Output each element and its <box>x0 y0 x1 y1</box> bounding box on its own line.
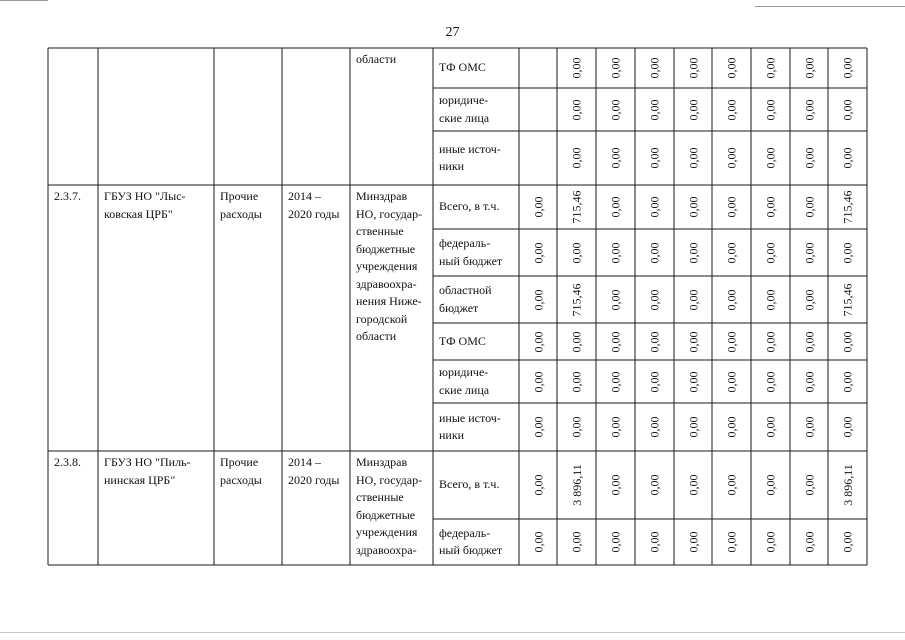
amount-value: 0,00 <box>608 289 623 310</box>
amount-cell <box>645 475 665 495</box>
funding-source-label: ТФ ОМС <box>439 333 486 348</box>
amount-cell <box>683 417 703 437</box>
amount-cell <box>761 197 781 217</box>
amount-cell <box>683 243 703 263</box>
amount-cell <box>606 290 626 310</box>
amount-value: 0,00 <box>802 289 816 310</box>
amount-cell <box>683 58 703 78</box>
scan-line-bottom <box>0 632 905 633</box>
amount-value: 0,00 <box>840 57 855 79</box>
amount-cell <box>645 148 665 168</box>
amount-cell <box>528 290 548 310</box>
amount-cell <box>606 332 626 352</box>
executor-cell: Минздрав НО, государ- ственные бюджетные учреждения здравоохра- нения Ниже- городской области <box>356 189 423 343</box>
amount-value: 0,00 <box>531 416 545 438</box>
amount-cell <box>761 332 781 352</box>
amount-value: 0,00 <box>724 289 739 310</box>
amount-value: 0,00 <box>608 531 623 553</box>
amount-cell <box>722 475 742 495</box>
period-cell: 2014 – 2020 годы <box>288 189 340 221</box>
amount-value: 0,00 <box>569 331 584 352</box>
amount-value: 0,00 <box>763 474 778 496</box>
amount-cell <box>799 100 819 120</box>
amount-value: 0,00 <box>686 242 700 263</box>
amount-cell <box>606 417 626 437</box>
amount-cell <box>567 148 587 168</box>
amount-cell <box>528 197 548 217</box>
amount-value: 3 896,11 <box>569 464 584 506</box>
amount-cell <box>528 532 548 552</box>
amount-cell <box>761 148 781 168</box>
amount-cell <box>528 475 548 495</box>
amount-value: 715,46 <box>840 190 855 224</box>
amount-value: 0,00 <box>724 147 739 169</box>
executor-cell: Минздрав НО, государ- ственные бюджетные учреждения здравоохра- <box>356 455 423 557</box>
amount-value: 0,00 <box>647 196 662 218</box>
amount-value: 0,00 <box>531 331 545 352</box>
amount-cell <box>761 243 781 263</box>
amount-cell <box>761 58 781 78</box>
period-cell: 2014 – 2020 годы <box>288 455 340 487</box>
amount-cell <box>645 532 665 552</box>
amount-cell <box>838 417 858 437</box>
amount-cell <box>722 243 742 263</box>
amount-cell <box>567 58 587 78</box>
amount-value: 0,00 <box>608 371 623 392</box>
amount-cell <box>799 532 819 552</box>
amount-value: 0,00 <box>569 371 584 392</box>
amount-cell <box>722 532 742 552</box>
amount-cell <box>606 243 626 263</box>
amount-cell <box>683 532 703 552</box>
amount-value: 0,00 <box>802 57 816 79</box>
amount-cell <box>838 372 858 392</box>
amount-cell <box>528 243 548 263</box>
funding-source-label: федераль- ный бюджет <box>439 525 503 557</box>
amount-value: 0,00 <box>647 371 662 392</box>
amount-cell <box>683 372 703 392</box>
amount-cell <box>645 417 665 437</box>
amount-cell <box>683 332 703 352</box>
amount-value: 0,00 <box>569 147 584 169</box>
amount-value: 0,00 <box>763 99 778 120</box>
amount-cell <box>838 190 858 224</box>
funding-source-label: Всего, в т.ч. <box>439 477 500 492</box>
amount-value: 0,00 <box>763 289 778 310</box>
amount-value: 0,00 <box>763 416 778 438</box>
amount-cell <box>528 372 548 392</box>
amount-value: 0,00 <box>608 196 623 218</box>
amount-value: 0,00 <box>531 289 545 310</box>
funding-source-label: Всего, в т.ч. <box>439 199 500 214</box>
amount-cell <box>722 332 742 352</box>
amount-value: 0,00 <box>802 242 816 263</box>
funding-source-label: областной бюджет <box>439 283 492 315</box>
amount-value: 0,00 <box>608 416 623 438</box>
amount-cell <box>567 417 587 437</box>
amount-cell <box>838 332 858 352</box>
amount-value: 0,00 <box>840 331 855 352</box>
amount-value: 0,00 <box>686 196 700 218</box>
amount-cell <box>567 283 587 316</box>
amount-cell <box>606 475 626 495</box>
amount-cell <box>838 100 858 120</box>
amount-cell <box>606 148 626 168</box>
amount-value: 0,00 <box>686 474 700 496</box>
amount-cell <box>838 532 858 552</box>
amount-cell <box>838 464 858 506</box>
amount-value: 0,00 <box>763 371 778 392</box>
amount-value: 0,00 <box>840 99 855 120</box>
amount-cell <box>799 58 819 78</box>
amount-cell <box>645 197 665 217</box>
amount-cell <box>645 58 665 78</box>
amount-cell <box>799 417 819 437</box>
amount-value: 0,00 <box>840 531 855 553</box>
amount-cell <box>567 372 587 392</box>
amount-cell <box>645 243 665 263</box>
amount-value: 3 896,11 <box>840 464 855 506</box>
amount-value: 0,00 <box>608 474 623 496</box>
amount-value: 0,00 <box>763 331 778 352</box>
amount-value: 0,00 <box>686 416 700 438</box>
amount-value: 715,46 <box>840 283 855 316</box>
amount-value: 0,00 <box>569 531 584 553</box>
amount-value: 0,00 <box>724 57 739 79</box>
amount-value: 0,00 <box>724 242 739 263</box>
amount-value: 0,00 <box>531 474 545 496</box>
amount-cell <box>645 100 665 120</box>
amount-cell <box>528 332 548 352</box>
amount-cell <box>606 58 626 78</box>
amount-cell <box>761 475 781 495</box>
amount-value: 0,00 <box>686 371 700 392</box>
amount-value: 0,00 <box>724 196 739 218</box>
scan-line-top-right <box>755 6 905 7</box>
amount-value: 0,00 <box>608 147 623 169</box>
amount-cell <box>799 290 819 310</box>
amount-value: 0,00 <box>531 196 545 218</box>
amount-value: 0,00 <box>763 147 778 169</box>
amount-cell <box>645 332 665 352</box>
amount-value: 0,00 <box>840 242 855 263</box>
amount-value: 0,00 <box>647 147 662 169</box>
amount-cell <box>761 532 781 552</box>
amount-cell <box>838 148 858 168</box>
funding-source-label: юридиче- ские лица <box>439 365 490 397</box>
amount-value: 0,00 <box>608 99 623 120</box>
amount-value: 0,00 <box>840 371 855 392</box>
amount-value: 0,00 <box>840 416 855 438</box>
amount-value: 0,00 <box>724 474 739 496</box>
funding-source-label: иные источ- ники <box>439 410 501 442</box>
amount-cell <box>683 100 703 120</box>
amount-cell <box>761 417 781 437</box>
amount-cell <box>838 58 858 78</box>
amount-value: 0,00 <box>608 57 623 79</box>
amount-value: 0,00 <box>531 531 545 553</box>
amount-value: 0,00 <box>802 416 816 438</box>
amount-value: 0,00 <box>686 147 700 169</box>
amount-value: 0,00 <box>608 331 623 352</box>
amount-value: 0,00 <box>569 416 584 438</box>
institution-name-cell: ГБУЗ НО "Пиль- нинская ЦРБ" <box>104 455 191 487</box>
amount-value: 0,00 <box>763 57 778 79</box>
amount-cell <box>683 475 703 495</box>
amount-value: 0,00 <box>531 242 545 263</box>
amount-cell <box>567 332 587 352</box>
amount-value: 0,00 <box>724 416 739 438</box>
amount-cell <box>606 100 626 120</box>
amount-value: 0,00 <box>647 242 662 263</box>
amount-cell <box>606 372 626 392</box>
amount-value: 715,46 <box>569 190 584 224</box>
executor-cell: области <box>356 52 397 66</box>
amount-value: 0,00 <box>802 331 816 352</box>
page-number: 27 <box>445 25 460 40</box>
amount-cell <box>722 290 742 310</box>
item-number-cell: 2.3.7. <box>54 189 81 203</box>
amount-value: 0,00 <box>647 416 662 438</box>
amount-cell <box>799 197 819 217</box>
amount-cell <box>761 290 781 310</box>
amount-value: 0,00 <box>802 474 816 496</box>
amount-value: 0,00 <box>647 289 662 310</box>
amount-value: 0,00 <box>763 531 778 553</box>
amount-cell <box>722 100 742 120</box>
amount-cell <box>528 417 548 437</box>
amount-value: 0,00 <box>724 331 739 352</box>
amount-cell <box>645 290 665 310</box>
expense-type-cell: Прочие расходы <box>220 189 262 221</box>
amount-cell <box>722 372 742 392</box>
amount-value: 0,00 <box>686 99 700 120</box>
amount-value: 0,00 <box>686 331 700 352</box>
amount-cell <box>645 372 665 392</box>
amount-cell <box>567 532 587 552</box>
amount-value: 0,00 <box>647 531 662 553</box>
amount-cell <box>567 464 587 506</box>
amount-value: 0,00 <box>802 99 816 120</box>
amount-value: 0,00 <box>763 242 778 263</box>
amount-value: 0,00 <box>686 57 700 79</box>
amount-value: 0,00 <box>724 371 739 392</box>
amount-value: 0,00 <box>840 147 855 169</box>
amount-value: 0,00 <box>647 474 662 496</box>
amount-cell <box>722 58 742 78</box>
amount-value: 0,00 <box>802 196 816 218</box>
amount-value: 0,00 <box>802 147 816 169</box>
amount-value: 0,00 <box>802 531 816 553</box>
institution-name-cell: ГБУЗ НО "Лыс- ковская ЦРБ" <box>104 189 186 221</box>
amount-value: 0,00 <box>763 196 778 218</box>
amount-cell <box>799 332 819 352</box>
amount-value: 0,00 <box>686 289 700 310</box>
amount-value: 0,00 <box>647 99 662 120</box>
amount-cell <box>606 532 626 552</box>
amount-cell <box>722 148 742 168</box>
funding-source-label: юридиче- ские лица <box>439 93 490 125</box>
amount-value: 715,46 <box>569 283 584 316</box>
amount-cell <box>567 190 587 224</box>
amount-cell <box>799 148 819 168</box>
amount-value: 0,00 <box>647 57 662 79</box>
amount-value: 0,00 <box>724 99 739 120</box>
item-number-cell: 2.3.8. <box>54 455 81 469</box>
amount-value: 0,00 <box>647 331 662 352</box>
funding-source-label: иные источ- ники <box>439 141 501 173</box>
amount-cell <box>722 197 742 217</box>
amount-value: 0,00 <box>569 242 584 263</box>
amount-cell <box>567 243 587 263</box>
amount-cell <box>567 100 587 120</box>
amount-cell <box>683 290 703 310</box>
amount-cell <box>683 148 703 168</box>
scan-line-top-left <box>0 0 48 1</box>
amount-cell <box>722 417 742 437</box>
amount-value: 0,00 <box>569 99 584 120</box>
amount-cell <box>606 197 626 217</box>
amount-value: 0,00 <box>686 531 700 553</box>
funding-source-label: ТФ ОМС <box>439 60 486 75</box>
amount-cell <box>799 475 819 495</box>
expense-type-cell: Прочие расходы <box>220 455 262 487</box>
amount-value: 0,00 <box>531 371 545 392</box>
amount-cell <box>799 243 819 263</box>
amount-cell <box>761 372 781 392</box>
funding-source-label: федераль- ный бюджет <box>439 236 503 268</box>
amount-value: 0,00 <box>569 57 584 79</box>
amount-cell <box>683 197 703 217</box>
amount-value: 0,00 <box>724 531 739 553</box>
amount-cell <box>838 283 858 316</box>
amount-value: 0,00 <box>608 242 623 263</box>
amount-cell <box>761 100 781 120</box>
amount-value: 0,00 <box>802 371 816 392</box>
amount-cell <box>838 243 858 263</box>
amount-cell <box>799 372 819 392</box>
